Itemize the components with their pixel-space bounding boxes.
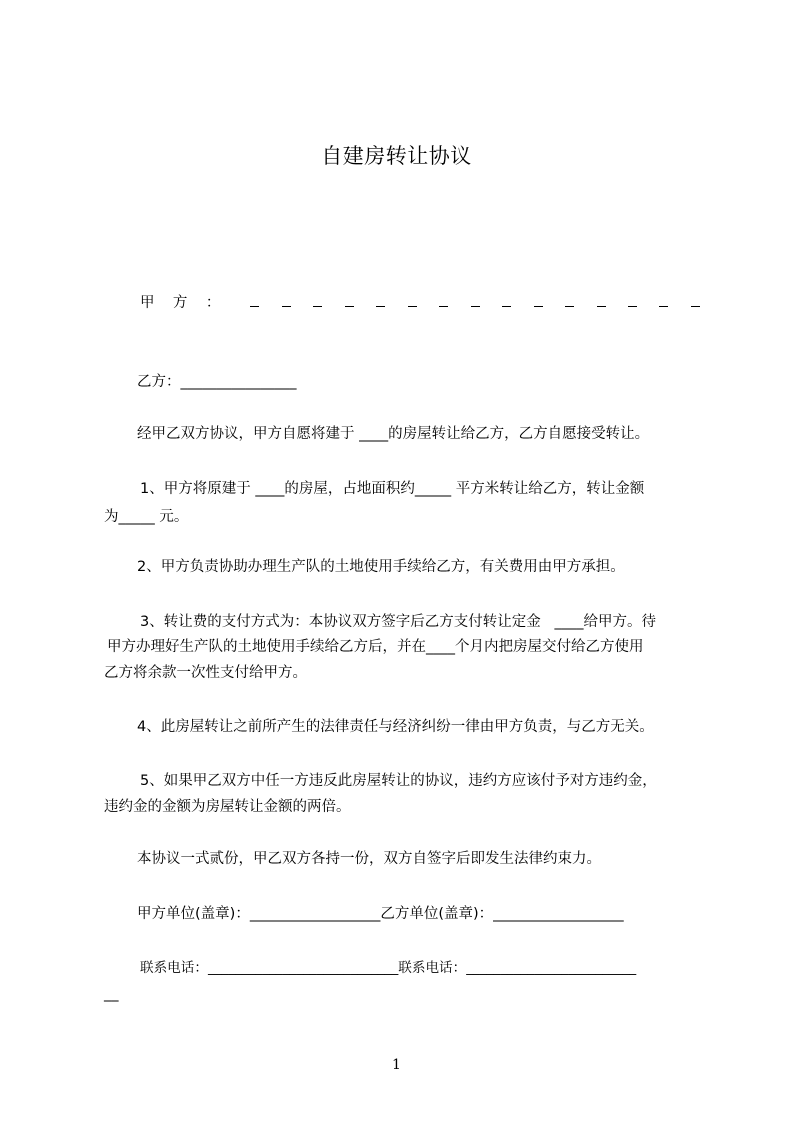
clause-3-line-1: 3、转让费的支付方式为：本协议双方签字后乙方支付转让定金 ____给甲方。待 [140, 614, 657, 630]
clause-5-line-1: 5、如果甲乙双方中任一方违反此房屋转让的协议，违约方应该付予对方违约金， [140, 773, 657, 789]
copies-paragraph: 本协议一式贰份，甲乙双方各持一份，双方自签字后即发生法律约束力。 [137, 851, 601, 867]
clause-3-line-3: 乙方将余款一次性支付给甲方。 [104, 665, 307, 681]
clause-1-line-1: 1、甲方将原建于 ____的房屋，占地面积约_____ 平方米转让给乙方，转让金额 [140, 481, 645, 497]
phone-line-2: __ [104, 986, 119, 1002]
clause-1-line-2: 为_____ 元。 [104, 509, 189, 525]
seal-line: 甲方单位(盖章)：__________________乙方单位(盖章)：__________________ [137, 906, 624, 922]
phone-line-1: 联系电话：____________________________联系电话：_________________________ [140, 960, 637, 976]
clause-4: 4、此房屋转让之前所产生的法律责任与经济纠纷一律由甲方负责，与乙方无关。 [137, 719, 654, 735]
clause-3-line-2: 甲方办理好生产队的土地使用手续给乙方后，并在____个月内把房屋交付给乙方使用 [107, 639, 644, 655]
document-title: 自建房转让协议 [321, 144, 472, 168]
clause-2: 2、甲方负责协助办理生产队的土地使用手续给乙方，有关费用由甲方承担。 [137, 559, 625, 575]
party-a-blank [250, 300, 700, 307]
intro-paragraph: 经甲乙双方协议，甲方自愿将建于 ____的房屋转让给乙方，乙方自愿接受转让。 [137, 426, 650, 442]
party-a-line [140, 293, 700, 313]
page-number: 1 [392, 1057, 401, 1073]
party-a-label: 甲 方 ： [140, 295, 221, 311]
party-b-line: 乙方：________________ [137, 374, 297, 390]
clause-5-line-2: 违约金的金额为房屋转让金额的两倍。 [104, 799, 351, 815]
